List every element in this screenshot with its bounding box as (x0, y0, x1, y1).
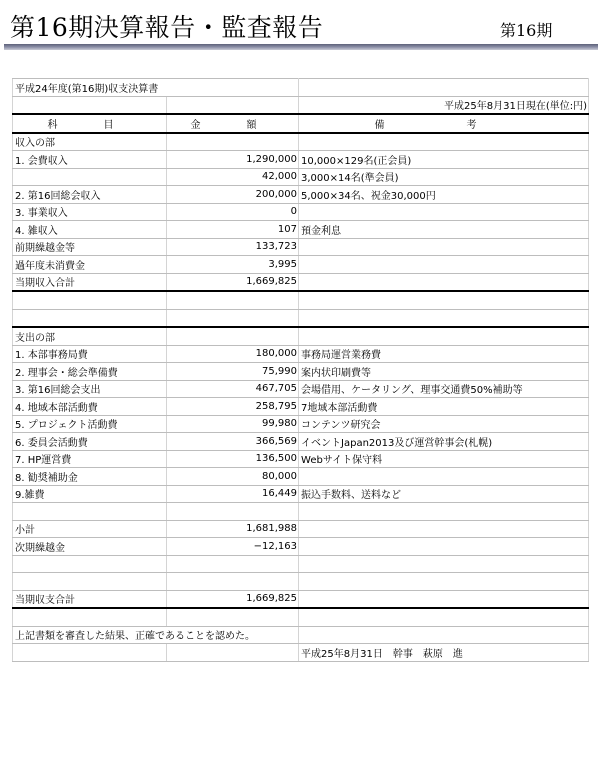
table-row (13, 345, 589, 363)
table-row (13, 168, 589, 186)
income-total-row (13, 273, 589, 291)
note-cell: コンテンツ研究会 (299, 415, 589, 433)
note-cell: Webサイト保守料 (299, 450, 589, 468)
table-row (13, 485, 589, 503)
blank-row (13, 573, 589, 591)
amount-cell: 200,000 (167, 186, 299, 204)
item-cell: 1. 本部事務局費 (13, 345, 167, 363)
amount-cell: 180,000 (167, 345, 299, 363)
total-label: 当期収入合計 (13, 273, 167, 291)
item-cell: 6. 委員会活動費 (13, 433, 167, 451)
table-row (13, 203, 589, 221)
item-cell: 過年度未消費金 (13, 256, 167, 274)
section-label: 収入の部 (13, 133, 167, 151)
table-row (13, 380, 589, 398)
column-header-note: 備 考 (299, 114, 589, 133)
table-row (13, 363, 589, 381)
table-row (13, 238, 589, 256)
page-title: 第16期決算報告・監査報告 (10, 13, 324, 42)
amount-cell: 1,290,000 (167, 151, 299, 169)
table-row (13, 398, 589, 416)
settlement-sheet (12, 78, 588, 662)
as-of-row (13, 96, 589, 114)
grand-total-amount: 1,669,825 (167, 590, 299, 608)
subtotal-label: 小計 (13, 520, 167, 538)
item-cell: 9.雑費 (13, 485, 167, 503)
carryover-label: 次期繰越金 (13, 538, 167, 556)
note-cell: 5,000×34名、祝金30,000円 (299, 186, 589, 204)
amount-cell: 16,449 (167, 485, 299, 503)
note-cell: 振込手数料、送料など (299, 485, 589, 503)
item-cell: 4. 地域本部活動費 (13, 398, 167, 416)
section-row-expense (13, 327, 589, 345)
section-label: 支出の部 (13, 327, 167, 345)
note-cell: 会場借用、ケータリング、理事交通費50%補助等 (299, 380, 589, 398)
table-row (13, 151, 589, 169)
sheet-title: 平成24年度(第16期)収支決算書 (13, 79, 299, 97)
note-cell (299, 256, 589, 274)
amount-cell: 258,795 (167, 398, 299, 416)
item-cell: 4. 雑収入 (13, 221, 167, 239)
period-label: 第16期 (500, 21, 553, 40)
amount-cell: 136,500 (167, 450, 299, 468)
carryover-row (13, 538, 589, 556)
item-cell: 5. プロジェクト活動費 (13, 415, 167, 433)
table-row (13, 433, 589, 451)
carryover-amount: −12,163 (167, 538, 299, 556)
amount-cell: 0 (167, 203, 299, 221)
table-row (13, 415, 589, 433)
item-cell: 1. 会費収入 (13, 151, 167, 169)
table-row (13, 256, 589, 274)
item-cell: 2. 理事会・総会準備費 (13, 363, 167, 381)
subtotal-row (13, 520, 589, 538)
item-cell: 8. 勧奨補助金 (13, 468, 167, 486)
audit-signature: 平成25年8月31日 幹事 萩原 進 (299, 644, 589, 662)
sheet-title-row (13, 79, 589, 97)
item-cell: 3. 第16回総会支出 (13, 380, 167, 398)
note-cell (299, 238, 589, 256)
note-cell: 7地域本部活動費 (299, 398, 589, 416)
settlement-table (12, 78, 589, 662)
note-cell: 事務局運営業務費 (299, 345, 589, 363)
item-cell: 前期繰越金等 (13, 238, 167, 256)
grand-total-row (13, 590, 589, 608)
audit-signature-row (13, 644, 589, 662)
table-row (13, 450, 589, 468)
column-header-amount: 金 額 (167, 114, 299, 133)
amount-cell: 133,723 (167, 238, 299, 256)
amount-cell: 99,980 (167, 415, 299, 433)
note-cell: イベントJapan2013及び運営幹事会(札幌) (299, 433, 589, 451)
blank-row (13, 608, 589, 626)
table-row (13, 468, 589, 486)
audit-statement-row (13, 626, 589, 644)
blank-row (13, 555, 589, 573)
note-cell (299, 203, 589, 221)
grand-total-label: 当期収支合計 (13, 590, 167, 608)
note-cell: 3,000×14名(準会員) (299, 168, 589, 186)
as-of-date: 平成25年8月31日現在(単位:円) (299, 96, 589, 114)
item-cell: 7. HP運営費 (13, 450, 167, 468)
header-rule (4, 44, 598, 50)
section-row-income (13, 133, 589, 151)
blank-row (13, 503, 589, 521)
amount-cell: 42,000 (167, 168, 299, 186)
note-cell (299, 468, 589, 486)
amount-cell: 3,995 (167, 256, 299, 274)
amount-cell: 80,000 (167, 468, 299, 486)
column-header-item: 科 目 (13, 114, 167, 133)
item-cell: 3. 事業収入 (13, 203, 167, 221)
item-cell (13, 168, 167, 186)
column-header-row (13, 114, 589, 133)
subtotal-amount: 1,681,988 (167, 520, 299, 538)
blank-row (13, 309, 589, 327)
table-row (13, 186, 589, 204)
note-cell: 案内状印刷費等 (299, 363, 589, 381)
amount-cell: 366,569 (167, 433, 299, 451)
table-row (13, 221, 589, 239)
total-amount: 1,669,825 (167, 273, 299, 291)
note-cell: 預金利息 (299, 221, 589, 239)
note-cell: 10,000×129名(正会員) (299, 151, 589, 169)
audit-statement: 上記書類を審査した結果、正確であることを認めた。 (13, 626, 299, 644)
amount-cell: 107 (167, 221, 299, 239)
amount-cell: 467,705 (167, 380, 299, 398)
amount-cell: 75,990 (167, 363, 299, 381)
report-header (0, 0, 600, 56)
blank-row (13, 291, 589, 309)
item-cell: 2. 第16回総会収入 (13, 186, 167, 204)
